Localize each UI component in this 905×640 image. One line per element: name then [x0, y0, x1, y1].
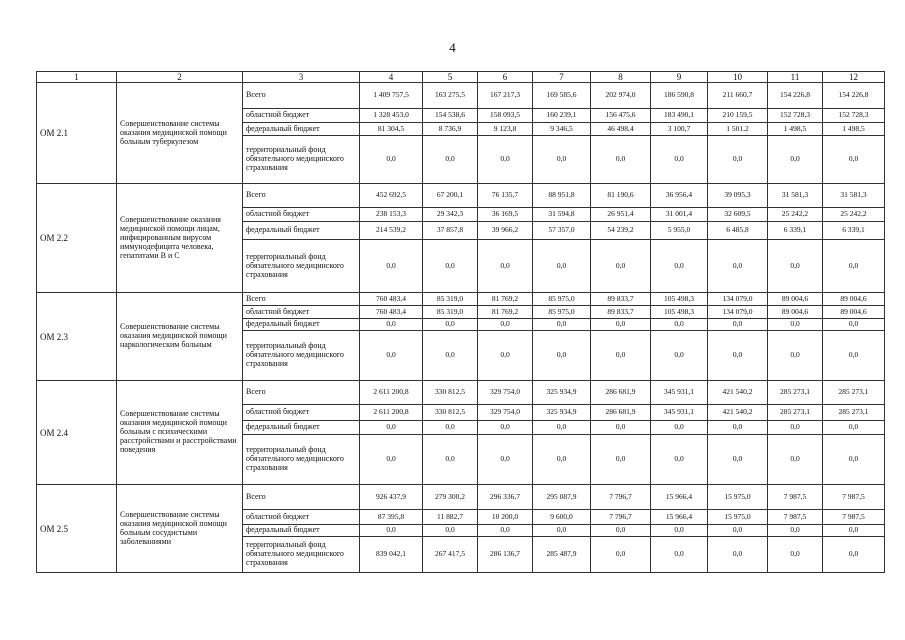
amount-cell: 31 001,4: [651, 208, 708, 222]
amount-cell: 89 004,6: [768, 306, 823, 319]
amount-cell: 105 498,3: [651, 306, 708, 319]
amount-cell: 839 042,1: [360, 537, 423, 573]
amount-cell: 0,0: [651, 525, 708, 537]
amount-cell: 0,0: [768, 319, 823, 331]
amount-cell: 0,0: [823, 136, 885, 184]
amount-cell: 31 581,3: [768, 184, 823, 208]
table-row: [37, 293, 885, 306]
amount-cell: 0,0: [533, 331, 591, 381]
amount-cell: 1 409 757,5: [360, 83, 423, 109]
funding-source: Всего: [243, 83, 360, 109]
amount-cell: 0,0: [651, 537, 708, 573]
amount-cell: 186 590,8: [651, 83, 708, 109]
amount-cell: 36 169,5: [478, 208, 533, 222]
amount-cell: 0,0: [823, 525, 885, 537]
amount-cell: 0,0: [533, 240, 591, 293]
amount-cell: 0,0: [651, 136, 708, 184]
amount-cell: 89 004,6: [768, 293, 823, 306]
table-body: [37, 72, 885, 573]
table-row: [37, 83, 885, 109]
amount-cell: 0,0: [768, 331, 823, 381]
amount-cell: 0,0: [651, 435, 708, 485]
funding-source: Всего: [243, 485, 360, 510]
amount-cell: 9 600,0: [533, 510, 591, 525]
amount-cell: 0,0: [591, 525, 651, 537]
table-row: [37, 184, 885, 208]
amount-cell: 760 483,4: [360, 293, 423, 306]
amount-cell: 5 955,0: [651, 222, 708, 240]
amount-cell: 0,0: [591, 136, 651, 184]
column-header: 3: [243, 72, 360, 83]
funding-source: территориальный фонд обязательного медицинского страхования: [243, 331, 360, 381]
amount-cell: 286 681,9: [591, 381, 651, 405]
amount-cell: 152 728,3: [768, 109, 823, 123]
amount-cell: 32 609,5: [708, 208, 768, 222]
amount-cell: 9 123,8: [478, 123, 533, 136]
amount-cell: 26 951,4: [591, 208, 651, 222]
amount-cell: 25 242,2: [823, 208, 885, 222]
amount-cell: 1 498,5: [768, 123, 823, 136]
amount-cell: 0,0: [478, 331, 533, 381]
amount-cell: 54 239,2: [591, 222, 651, 240]
amount-cell: 421 540,2: [708, 405, 768, 421]
amount-cell: 0,0: [478, 319, 533, 331]
amount-cell: 0,0: [423, 136, 478, 184]
amount-cell: 238 153,3: [360, 208, 423, 222]
funding-source: федеральный бюджет: [243, 123, 360, 136]
amount-cell: 0,0: [478, 240, 533, 293]
amount-cell: 0,0: [708, 537, 768, 573]
amount-cell: 154 226,8: [823, 83, 885, 109]
amount-cell: 156 475,6: [591, 109, 651, 123]
amount-cell: 0,0: [423, 421, 478, 435]
column-header: 12: [823, 72, 885, 83]
measure-name: Совершенствование системы оказания медицинской помощи больным с психическими расстройствами и расстройствами поведения: [117, 381, 243, 485]
funding-source: областной бюджет: [243, 510, 360, 525]
measure-name: Совершенствование системы оказания медицинской помощи наркологическим больным: [117, 293, 243, 381]
amount-cell: 285 273,1: [823, 381, 885, 405]
amount-cell: 0,0: [768, 136, 823, 184]
column-header: 8: [591, 72, 651, 83]
measure-code: ОМ 2.4: [37, 381, 117, 485]
funding-source: областной бюджет: [243, 208, 360, 222]
amount-cell: 0,0: [708, 435, 768, 485]
amount-cell: 76 135,7: [478, 184, 533, 208]
amount-cell: 29 342,3: [423, 208, 478, 222]
amount-cell: 15 975,0: [708, 485, 768, 510]
amount-cell: 0,0: [591, 319, 651, 331]
amount-cell: 279 300,2: [423, 485, 478, 510]
amount-cell: 7 987,5: [768, 510, 823, 525]
amount-cell: 345 931,1: [651, 381, 708, 405]
amount-cell: 1 328 453,0: [360, 109, 423, 123]
amount-cell: 15 975,0: [708, 510, 768, 525]
amount-cell: 81 769,2: [478, 306, 533, 319]
amount-cell: 210 159,5: [708, 109, 768, 123]
amount-cell: 296 336,7: [478, 485, 533, 510]
header-row: [37, 72, 885, 83]
amount-cell: 154 538,6: [423, 109, 478, 123]
amount-cell: 0,0: [478, 525, 533, 537]
amount-cell: 7 987,5: [768, 485, 823, 510]
amount-cell: 0,0: [651, 421, 708, 435]
funding-source: территориальный фонд обязательного медицинского страхования: [243, 537, 360, 573]
amount-cell: 0,0: [823, 331, 885, 381]
amount-cell: 452 692,5: [360, 184, 423, 208]
column-header: 10: [708, 72, 768, 83]
amount-cell: 39 966,2: [478, 222, 533, 240]
amount-cell: 0,0: [360, 525, 423, 537]
amount-cell: 0,0: [423, 319, 478, 331]
amount-cell: 7 796,7: [591, 510, 651, 525]
amount-cell: 0,0: [478, 136, 533, 184]
page-number: 4: [449, 40, 456, 55]
amount-cell: 81 304,5: [360, 123, 423, 136]
amount-cell: 0,0: [708, 240, 768, 293]
amount-cell: 7 796,7: [591, 485, 651, 510]
amount-cell: 88 951,8: [533, 184, 591, 208]
amount-cell: 89 833,7: [591, 306, 651, 319]
amount-cell: 0,0: [360, 331, 423, 381]
funding-source: областной бюджет: [243, 109, 360, 123]
measure-name: Совершенствование системы оказания медицинской помощи больным сосудистыми заболеваниями: [117, 485, 243, 573]
amount-cell: 36 956,4: [651, 184, 708, 208]
amount-cell: 2 611 200,8: [360, 381, 423, 405]
amount-cell: 81 769,2: [478, 293, 533, 306]
amount-cell: 0,0: [591, 240, 651, 293]
funding-source: областной бюджет: [243, 306, 360, 319]
amount-cell: 329 754,0: [478, 381, 533, 405]
amount-cell: 158 093,5: [478, 109, 533, 123]
column-header: 7: [533, 72, 591, 83]
amount-cell: 25 242,2: [768, 208, 823, 222]
amount-cell: 267 417,5: [423, 537, 478, 573]
budget-table: [36, 71, 885, 573]
amount-cell: 0,0: [708, 319, 768, 331]
amount-cell: 89 833,7: [591, 293, 651, 306]
amount-cell: 285 273,1: [768, 405, 823, 421]
amount-cell: 0,0: [651, 331, 708, 381]
funding-source: федеральный бюджет: [243, 421, 360, 435]
amount-cell: 0,0: [360, 421, 423, 435]
amount-cell: 0,0: [423, 331, 478, 381]
funding-source: областной бюджет: [243, 405, 360, 421]
amount-cell: 39 095,3: [708, 184, 768, 208]
amount-cell: 285 273,1: [768, 381, 823, 405]
amount-cell: 8 736,9: [423, 123, 478, 136]
amount-cell: 160 239,1: [533, 109, 591, 123]
amount-cell: 0,0: [768, 537, 823, 573]
amount-cell: 169 585,6: [533, 83, 591, 109]
amount-cell: 3 100,7: [651, 123, 708, 136]
amount-cell: 15 966,4: [651, 510, 708, 525]
amount-cell: 0,0: [591, 537, 651, 573]
amount-cell: 286 681,9: [591, 405, 651, 421]
amount-cell: 0,0: [360, 319, 423, 331]
amount-cell: 926 437,9: [360, 485, 423, 510]
amount-cell: 0,0: [360, 136, 423, 184]
amount-cell: 330 812,5: [423, 381, 478, 405]
amount-cell: 67 200,1: [423, 184, 478, 208]
amount-cell: 0,0: [533, 136, 591, 184]
amount-cell: 89 004,6: [823, 293, 885, 306]
amount-cell: 85 319,0: [423, 293, 478, 306]
amount-cell: 134 079,0: [708, 306, 768, 319]
amount-cell: 11 882,7: [423, 510, 478, 525]
column-header: 2: [117, 72, 243, 83]
amount-cell: 0,0: [591, 435, 651, 485]
amount-cell: 1 501,2: [708, 123, 768, 136]
amount-cell: 0,0: [823, 240, 885, 293]
column-header: 5: [423, 72, 478, 83]
amount-cell: 0,0: [360, 240, 423, 293]
measure-code: ОМ 2.1: [37, 83, 117, 184]
amount-cell: 9 346,5: [533, 123, 591, 136]
column-header: 4: [360, 72, 423, 83]
amount-cell: 285 273,1: [823, 405, 885, 421]
amount-cell: 154 226,8: [768, 83, 823, 109]
measure-code: ОМ 2.3: [37, 293, 117, 381]
measure-code: ОМ 2.5: [37, 485, 117, 573]
amount-cell: 760 483,4: [360, 306, 423, 319]
amount-cell: 87 395,8: [360, 510, 423, 525]
amount-cell: 0,0: [768, 525, 823, 537]
amount-cell: 0,0: [823, 319, 885, 331]
amount-cell: 286 136,7: [478, 537, 533, 573]
amount-cell: 152 728,3: [823, 109, 885, 123]
column-header: 11: [768, 72, 823, 83]
amount-cell: 295 087,9: [533, 485, 591, 510]
amount-cell: 0,0: [478, 421, 533, 435]
amount-cell: 15 966,4: [651, 485, 708, 510]
amount-cell: 0,0: [360, 435, 423, 485]
table-row: [37, 485, 885, 510]
amount-cell: 0,0: [708, 331, 768, 381]
amount-cell: 0,0: [708, 421, 768, 435]
amount-cell: 285 487,9: [533, 537, 591, 573]
amount-cell: 421 540,2: [708, 381, 768, 405]
amount-cell: 329 754,0: [478, 405, 533, 421]
column-header: 9: [651, 72, 708, 83]
funding-source: Всего: [243, 293, 360, 306]
amount-cell: 6 339,1: [768, 222, 823, 240]
amount-cell: 31 594,8: [533, 208, 591, 222]
amount-cell: 167 217,3: [478, 83, 533, 109]
funding-source: федеральный бюджет: [243, 222, 360, 240]
amount-cell: 105 498,3: [651, 293, 708, 306]
amount-cell: 85 975,0: [533, 306, 591, 319]
amount-cell: 202 974,0: [591, 83, 651, 109]
amount-cell: 0,0: [651, 240, 708, 293]
amount-cell: 325 934,9: [533, 381, 591, 405]
amount-cell: 0,0: [423, 435, 478, 485]
amount-cell: 214 539,2: [360, 222, 423, 240]
amount-cell: 0,0: [591, 421, 651, 435]
funding-source: федеральный бюджет: [243, 525, 360, 537]
table-row: [37, 381, 885, 405]
amount-cell: 0,0: [533, 525, 591, 537]
measure-name: Совершенствование системы оказания медицинской помощи больным туберкулезом: [117, 83, 243, 184]
amount-cell: 0,0: [423, 525, 478, 537]
amount-cell: 0,0: [768, 421, 823, 435]
amount-cell: 6 339,1: [823, 222, 885, 240]
funding-source: Всего: [243, 381, 360, 405]
amount-cell: 0,0: [423, 240, 478, 293]
amount-cell: 81 190,6: [591, 184, 651, 208]
funding-source: территориальный фонд обязательного медицинского страхования: [243, 435, 360, 485]
amount-cell: 89 004,6: [823, 306, 885, 319]
funding-source: Всего: [243, 184, 360, 208]
amount-cell: 7 987,5: [823, 485, 885, 510]
amount-cell: 0,0: [533, 421, 591, 435]
amount-cell: 0,0: [478, 435, 533, 485]
funding-source: территориальный фонд обязательного медицинского страхования: [243, 136, 360, 184]
funding-source: федеральный бюджет: [243, 319, 360, 331]
amount-cell: 85 975,0: [533, 293, 591, 306]
measure-name: Совершенствование оказания медицинской помощи лицам, инфицированным вирусом иммунодефицита человека, гепатитами В и С: [117, 184, 243, 293]
amount-cell: 0,0: [823, 537, 885, 573]
column-header: 1: [37, 72, 117, 83]
amount-cell: 6 485,8: [708, 222, 768, 240]
amount-cell: 211 660,7: [708, 83, 768, 109]
amount-cell: 134 079,0: [708, 293, 768, 306]
amount-cell: 0,0: [823, 421, 885, 435]
amount-cell: 0,0: [533, 319, 591, 331]
amount-cell: 0,0: [533, 435, 591, 485]
amount-cell: 0,0: [768, 435, 823, 485]
amount-cell: 46 498,4: [591, 123, 651, 136]
amount-cell: 163 275,5: [423, 83, 478, 109]
amount-cell: 0,0: [768, 240, 823, 293]
amount-cell: 0,0: [651, 319, 708, 331]
amount-cell: 325 934,9: [533, 405, 591, 421]
amount-cell: 85 319,0: [423, 306, 478, 319]
amount-cell: 330 812,5: [423, 405, 478, 421]
funding-source: территориальный фонд обязательного медицинского страхования: [243, 240, 360, 293]
amount-cell: 0,0: [708, 525, 768, 537]
amount-cell: 2 611 200,8: [360, 405, 423, 421]
amount-cell: 0,0: [823, 435, 885, 485]
amount-cell: 31 581,3: [823, 184, 885, 208]
amount-cell: 345 931,1: [651, 405, 708, 421]
amount-cell: 1 498,5: [823, 123, 885, 136]
column-header: 6: [478, 72, 533, 83]
amount-cell: 0,0: [591, 331, 651, 381]
amount-cell: 0,0: [708, 136, 768, 184]
amount-cell: 37 857,8: [423, 222, 478, 240]
measure-code: ОМ 2.2: [37, 184, 117, 293]
amount-cell: 57 357,0: [533, 222, 591, 240]
amount-cell: 7 987,5: [823, 510, 885, 525]
amount-cell: 10 200,0: [478, 510, 533, 525]
amount-cell: 183 490,1: [651, 109, 708, 123]
